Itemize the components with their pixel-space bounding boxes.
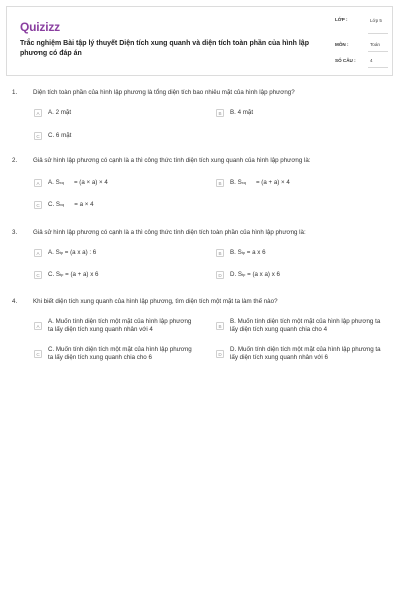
question-number: 3.: [12, 229, 18, 236]
option-a[interactable]: [34, 179, 108, 187]
option-letter: D: [216, 271, 224, 279]
option-b[interactable]: [216, 109, 253, 117]
question-number: 4.: [12, 298, 18, 305]
option-text: D. Muốn tính diện tích một mặt của hình lập phương ta lấy diện tích xung quanh nhân với 6: [230, 346, 381, 361]
option-letter: A: [34, 322, 42, 330]
option-letter: A: [34, 249, 42, 257]
option-letter: B: [216, 322, 224, 330]
option-c[interactable]: [34, 132, 71, 140]
option-text: B. Stp = a x 6: [230, 249, 266, 256]
option-letter: D: [216, 350, 224, 358]
option-text: B. Sxq = (a + a) × 4: [230, 179, 290, 186]
question-text: Giả sử hình lập phương có cạnh là a thì công thức tính diện tích toàn phần của hình lập phương là:: [33, 229, 306, 236]
option-text: A. Sxq = (a × a) × 4: [48, 179, 108, 186]
option-c[interactable]: [34, 271, 98, 279]
option-a[interactable]: [34, 109, 71, 117]
option-d[interactable]: [216, 271, 280, 279]
option-text: A. 2 mặt: [48, 109, 72, 116]
count-underline: [368, 67, 388, 68]
option-c[interactable]: [34, 346, 198, 361]
question-text: Khi biết diện tích xung quanh của hình lập phương, tìm diện tích một mặt ta làm thế nào?: [33, 298, 278, 305]
option-letter: A: [34, 109, 42, 117]
class-value: Lớp 5: [370, 18, 382, 23]
option-letter: C: [34, 132, 42, 140]
option-letter: B: [216, 179, 224, 187]
option-text: D. Stp = (a x a) x 6: [230, 271, 280, 278]
worksheet-title: Trắc nghiệm Bài tập lý thuyết Diện tích xung quanh và diện tích toàn phần của hình lập phương có đáp án: [20, 40, 309, 57]
worksheet-header: [6, 6, 393, 76]
question-number: 1.: [12, 89, 18, 96]
option-d[interactable]: [216, 346, 382, 361]
count-label: SỐ CÂU :: [335, 58, 356, 63]
option-letter: B: [216, 109, 224, 117]
option-letter: B: [216, 249, 224, 257]
class-label: LỚP :: [335, 17, 348, 22]
option-letter: C: [34, 350, 42, 358]
option-c[interactable]: [34, 201, 94, 209]
option-b[interactable]: [216, 318, 382, 333]
option-text: A. Stp = (a x a) : 6: [48, 249, 97, 256]
option-letter: C: [34, 271, 42, 279]
question-text: Giả sử hình lập phương có cạnh là a thì công thức tính diện tích xung quanh của hình lập phương là:: [33, 157, 311, 164]
count-value: 4: [370, 58, 373, 63]
question-text: Diện tích toàn phần của hình lập phương là tổng diện tích bao nhiêu mặt của hình lập phương?: [33, 89, 295, 96]
option-letter: A: [34, 179, 42, 187]
question-number: 2.: [12, 157, 18, 164]
option-text: B. Muốn tính diện tích một mặt của hình lập phương ta lấy diện tích xung quanh chia cho 4: [230, 318, 381, 333]
option-text: C. Muốn tính diện tích một mặt của hình lập phương ta lấy diện tích xung quanh chia cho 6: [48, 346, 192, 361]
option-text: A. Muốn tính diện tích một mặt của hình lập phương ta lấy diện tích xung quanh nhân với 4: [48, 318, 192, 333]
class-underline: [368, 33, 388, 34]
option-text: B. 4 mặt: [230, 109, 254, 116]
quizizz-logo: Quizizz: [20, 20, 60, 34]
option-b[interactable]: [216, 179, 290, 187]
option-a[interactable]: [34, 318, 198, 333]
option-b[interactable]: [216, 249, 266, 257]
subject-label: MÔN :: [335, 42, 349, 47]
option-text: C. Stp = (a + a) x 6: [48, 271, 99, 278]
subject-underline: [368, 51, 388, 52]
option-text: C. 6 mặt: [48, 132, 72, 139]
option-text: C. Sxq = a × 4: [48, 201, 94, 208]
subject-value: Toán: [370, 42, 380, 47]
option-a[interactable]: [34, 249, 96, 257]
option-letter: C: [34, 201, 42, 209]
